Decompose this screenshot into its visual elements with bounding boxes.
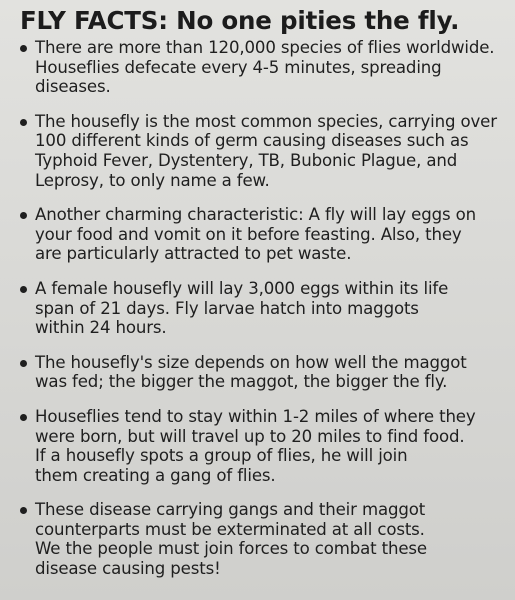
fact-line: Leprosy, to only name a few.	[35, 170, 270, 190]
fact-line: span of 21 days. Fly larvae hatch into maggots	[35, 298, 419, 318]
fact-item	[20, 112, 505, 190]
fact-item	[20, 205, 505, 264]
fact-line: The housefly's size depends on how well the maggot	[35, 352, 467, 372]
fact-line: If a housefly spots a group of flies, he will join	[35, 446, 408, 466]
fact-text	[35, 407, 505, 485]
bullet-icon	[20, 507, 27, 514]
fact-line: are particularly attracted to pet waste.	[35, 244, 352, 264]
fact-item	[20, 38, 505, 97]
fact-text	[35, 205, 505, 264]
fact-item	[20, 407, 505, 485]
fact-line: counterparts must be exterminated at all costs.	[35, 519, 425, 539]
fact-line: were born, but will travel up to 20 miles to find food.	[35, 426, 465, 446]
bullet-icon	[20, 414, 27, 421]
page-title: FLY FACTS: No one pities the fly.	[20, 6, 460, 35]
fact-text	[35, 279, 505, 338]
fact-line: diseases.	[35, 77, 111, 97]
bullet-icon	[20, 45, 27, 52]
fact-text	[35, 353, 505, 392]
fact-line: Houseflies tend to stay within 1-2 miles of where they	[35, 406, 476, 426]
fact-item	[20, 279, 505, 338]
fact-list	[20, 38, 505, 579]
bullet-icon	[20, 360, 27, 367]
fact-line: Another charming characteristic: A fly will lay eggs on	[35, 205, 476, 225]
fact-line: them creating a gang of flies.	[35, 465, 276, 485]
bullet-icon	[20, 286, 27, 293]
fact-line: your food and vomit on it before feasting. Also, they	[35, 224, 462, 244]
fact-item	[20, 353, 505, 392]
bullet-icon	[20, 119, 27, 126]
fact-line: The housefly is the most common species, carrying over	[35, 111, 497, 131]
fact-line: We the people must join forces to combat these	[35, 539, 427, 559]
fact-line: 100 different kinds of germ causing diseases such as	[35, 131, 469, 151]
fact-line: These disease carrying gangs and their maggot	[35, 500, 426, 520]
fact-line: was fed; the bigger the maggot, the bigger the fly.	[35, 372, 448, 392]
fact-text	[35, 500, 505, 578]
fact-line: There are more than 120,000 species of flies worldwide.	[35, 38, 495, 57]
fact-line: A female housefly will lay 3,000 eggs within its life	[35, 278, 449, 298]
fact-line: disease causing pests!	[35, 559, 221, 579]
fact-line: Typhoid Fever, Dystentery, TB, Bubonic Plague, and	[35, 150, 458, 170]
bullet-icon	[20, 212, 27, 219]
fact-line: Houseflies defecate every 4-5 minutes, spreading	[35, 57, 442, 77]
fact-text	[35, 38, 505, 97]
fact-line: within 24 hours.	[35, 318, 167, 338]
fact-item	[20, 500, 505, 578]
fact-text	[35, 112, 505, 190]
